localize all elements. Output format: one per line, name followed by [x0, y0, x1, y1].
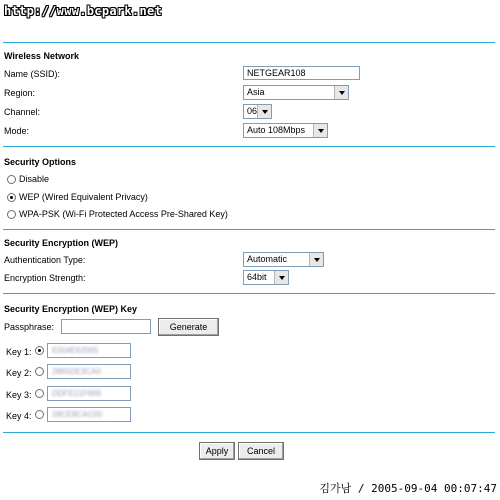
mode-select-value: Auto 108Mbps: [247, 125, 306, 135]
channel-select-value: 06: [247, 106, 258, 116]
divider: [3, 432, 495, 433]
passphrase-label: Passphrase:: [4, 322, 55, 332]
key-2-label: Key 2:: [6, 368, 32, 378]
auth-type-select-value: Automatic: [247, 254, 288, 264]
key-3-label: Key 3:: [6, 390, 32, 400]
key-3-input[interactable]: [47, 386, 131, 401]
key-3-radio[interactable]: [35, 389, 44, 398]
chevron-down-icon[interactable]: [274, 271, 288, 284]
author-timestamp: 김가남 / 2005-09-04 00:07:47: [319, 482, 497, 495]
key-2-input[interactable]: [47, 364, 131, 379]
auth-type-label: Authentication Type:: [4, 255, 86, 265]
security-options-heading: Security Options: [4, 157, 77, 167]
mode-select[interactable]: [243, 123, 328, 138]
key-4-input[interactable]: [47, 407, 131, 422]
chevron-down-icon[interactable]: [257, 105, 271, 118]
divider: [3, 229, 495, 230]
key-1-input[interactable]: [47, 343, 131, 358]
region-label: Region:: [4, 88, 36, 98]
chevron-down-icon[interactable]: [309, 253, 323, 266]
key-1-label: Key 1:: [6, 347, 32, 357]
divider: [3, 146, 495, 147]
divider: [3, 42, 495, 43]
encryption-strength-label: Encryption Strength:: [4, 273, 86, 283]
security-option-disable-radio[interactable]: [7, 175, 16, 184]
encryption-strength-select[interactable]: [243, 270, 289, 285]
ssid-label: Name (SSID):: [4, 69, 61, 79]
region-select-value: Asia: [247, 87, 265, 97]
apply-button[interactable]: Apply: [199, 442, 235, 460]
security-option-wep-radio[interactable]: [7, 193, 16, 202]
mode-label: Mode:: [4, 126, 30, 136]
wep-encryption-heading: Security Encryption (WEP): [4, 238, 119, 248]
site-watermark: http://www.bcpark.net: [4, 4, 163, 18]
chevron-down-icon[interactable]: [334, 86, 348, 99]
radio-dot: [10, 196, 13, 199]
key-4-label: Key 4:: [6, 411, 32, 421]
divider: [3, 293, 495, 294]
wireless-network-heading: Wireless Network: [4, 51, 79, 61]
encryption-strength-select-value: 64bit: [247, 272, 267, 282]
cancel-button[interactable]: Cancel: [238, 442, 284, 460]
key-1-radio[interactable]: [35, 346, 44, 355]
radio-dot: [38, 349, 41, 352]
security-option-wpa-psk-radio[interactable]: [7, 210, 16, 219]
key-2-radio[interactable]: [35, 367, 44, 376]
passphrase-input[interactable]: [61, 319, 151, 334]
security-option-disable-label: Disable: [19, 174, 50, 184]
ssid-input[interactable]: NETGEAR108: [243, 66, 360, 80]
wep-key-heading: Security Encryption (WEP) Key: [4, 304, 138, 314]
security-option-wep-label: WEP (Wired Equivalent Privacy): [19, 192, 148, 202]
generate-button[interactable]: Generate: [158, 318, 219, 336]
chevron-down-icon[interactable]: [313, 124, 327, 137]
security-option-wpa-psk-label: WPA-PSK (Wi-Fi Protected Access Pre-Shared Key): [19, 209, 228, 219]
key-4-radio[interactable]: [35, 410, 44, 419]
key-2-value: 2865DE3CA0: [52, 367, 101, 376]
region-select[interactable]: [243, 85, 349, 100]
key-4-value: 28CE8CAC00: [52, 410, 103, 419]
auth-type-select[interactable]: [243, 252, 324, 267]
key-1-value: E004E62065: [52, 346, 99, 355]
channel-select[interactable]: [243, 104, 272, 119]
channel-label: Channel:: [4, 107, 41, 117]
key-3-value: DDFE21F669: [52, 389, 101, 398]
